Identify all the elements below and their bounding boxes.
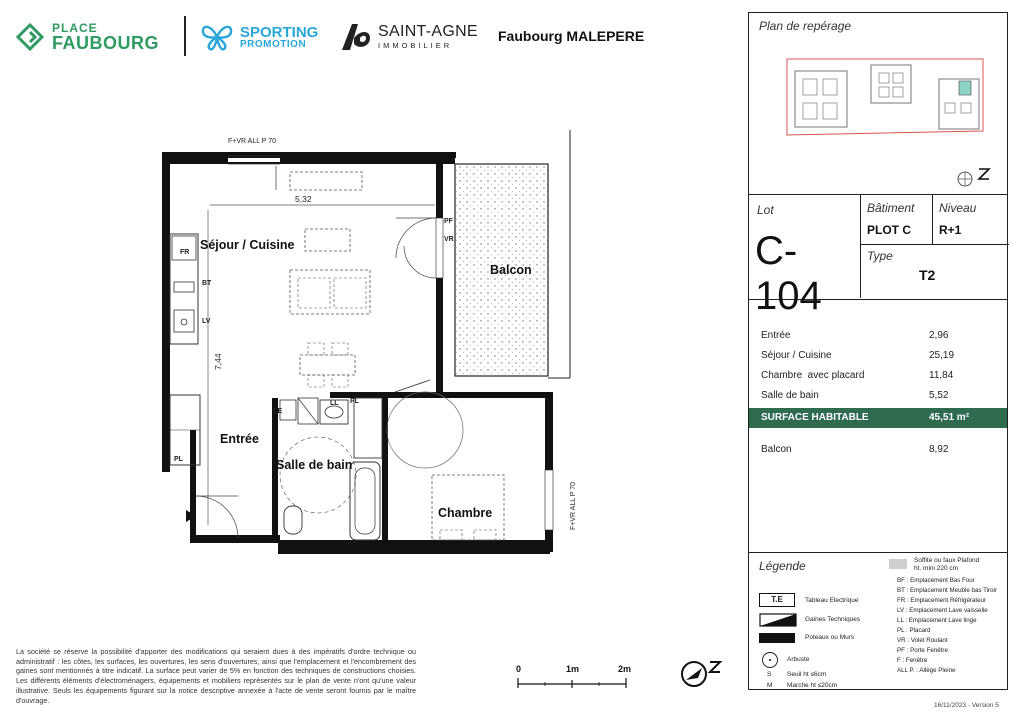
surface-label: Salle de bain: [761, 390, 819, 401]
scale-label-0: 0: [516, 664, 522, 674]
soffite-label-2: ht. mini 220 cm: [914, 565, 959, 572]
surface-value: 11,84: [929, 370, 954, 381]
fixture-lv: LV: [202, 318, 211, 325]
toilet: [284, 506, 302, 534]
type-value: T2: [919, 267, 936, 283]
wall-bottom: [278, 540, 550, 554]
s-legend-label: Seuil ht ≤6cm: [787, 671, 827, 678]
room-label-entree: Entrée: [220, 432, 259, 446]
surface-value: 2,96: [929, 330, 949, 341]
niveau-caption: Niveau: [939, 201, 977, 215]
saint-logo-line2: IMMOBILIER: [378, 41, 453, 51]
location-map-section: [749, 13, 1007, 195]
surface-value: 5,52: [929, 390, 949, 401]
surface-total-value: 45,51 m²: [929, 412, 970, 423]
logo-divider: [184, 16, 186, 56]
version-text: 16/11/2023 - Version 5: [934, 702, 999, 709]
te-legend-label: Tableau Electrique: [805, 597, 859, 604]
window-label-right: F+VR ALL P 70: [570, 481, 577, 530]
wall-bath-partition: [382, 392, 388, 542]
fixture-te: T.E: [272, 408, 283, 415]
legend-code: PF : Porte Fenêtre: [897, 647, 948, 654]
batiment-value: PLOT C: [867, 223, 911, 237]
gaines-legend-label: Gaines Techniques: [805, 616, 861, 623]
project-title: Faubourg MALEPERE: [498, 28, 645, 44]
balcony-door-swing: [396, 218, 436, 258]
bathtub: [350, 462, 380, 540]
balcon-row: [749, 440, 1007, 460]
sporting-promotion-logo: [200, 22, 318, 52]
lot-highlight: [959, 81, 971, 95]
legal-disclaimer: La société se réserve la possibilité d'apporter des modifications qui seraient dues à des impératifs d'ordre technique ou administratif : les côtes, les surfaces, les ouvertures, les sens d'ouvertures, ainsi que l'emplacement et l'encombrement des gaines sont mentionnés à titre indicatif. La surface peut varier de 5% en fonction des techniques de constructions choisies. Les différents éléments d'électroménagers, équipements et mobiliers représentés sur le plan de vente n'ont qu'une valeur illustrative. Seuls les équipements figurant sur la notice descriptive annexée à l'acte de vente seront fournis par le maître d'ouvrage.: [16, 647, 416, 705]
fixture-vr: VR: [444, 236, 454, 243]
legend-code: FR : Emplacement Réfrigérateur: [897, 597, 987, 604]
type-caption: Type: [867, 249, 893, 263]
surface-total-row: [749, 408, 1007, 428]
surface-label: Chambre avec placard: [761, 370, 865, 381]
balcon-value: 8,92: [929, 444, 949, 455]
poteaux-symbol: [759, 633, 795, 643]
placard-bedroom: [354, 398, 382, 458]
surface-value: 25,19: [929, 350, 955, 361]
wall-bedroom-top: [388, 392, 553, 398]
dimension-height: 7,44: [213, 353, 223, 370]
surface-label: Séjour / Cuisine: [761, 350, 832, 361]
legend-code: LL : Emplacement Lave linge: [897, 617, 977, 624]
entry-door-swing: [196, 496, 238, 538]
wall-north: [162, 152, 455, 164]
soffite-swatch: [889, 559, 907, 569]
wall-east-living: [436, 164, 443, 394]
wall-entry-west: [190, 430, 196, 540]
butterfly-logo-icon: [200, 22, 234, 52]
saint-agne-logo: [340, 20, 478, 54]
legend-section: [749, 553, 1007, 689]
room-label-sejour: Séjour / Cuisine: [200, 238, 295, 252]
place-faubourg-logo: [16, 22, 159, 52]
tv-unit: [290, 172, 362, 190]
legend-code: VR : Volet Roulant: [897, 637, 948, 644]
batiment-cell: [861, 195, 933, 245]
type-cell: [861, 245, 1009, 298]
north-arrow-bottom-icon: [678, 658, 724, 688]
sporting-logo-line1: SPORTING: [240, 23, 319, 41]
legend-code: F : Fenêtre: [897, 657, 928, 664]
north-arrow-icon: [955, 163, 995, 189]
dining-table: [300, 355, 355, 375]
dimension-width: 5,32: [295, 194, 312, 204]
saint-agne-mark-icon: [340, 20, 374, 54]
wall-bottom-left: [190, 535, 280, 543]
header-logos: [16, 16, 676, 60]
s-symbol: S: [767, 671, 772, 678]
m-symbol: M: [767, 682, 773, 689]
gaines-symbol-icon: [759, 613, 797, 627]
niveau-value: R+1: [939, 223, 962, 237]
batiment-caption: Bâtiment: [867, 201, 915, 215]
bathroom-turning-circle: [280, 437, 356, 513]
lot-cell: [749, 195, 861, 318]
lot-info-section: [749, 195, 1007, 318]
place-logo-line2: FAUBOURG: [52, 33, 159, 53]
arbuste-legend-label: Arbuste: [787, 656, 810, 663]
soffite-label-1: Soffite ou faux Plafond: [914, 557, 980, 564]
m-legend-label: Marche ht ≤20cm: [787, 682, 838, 689]
room-label-sdb: Salle de bain: [276, 458, 353, 472]
floor-plan: [150, 130, 600, 600]
fixture-pf: PF: [444, 218, 453, 225]
surfaces-section: [749, 300, 1007, 553]
legend-code: ALL P. : Allège Pleine: [897, 667, 956, 674]
balcon-label: Balcon: [761, 444, 792, 455]
wall-balcony: [436, 152, 456, 158]
fixture-pl-entry: PL: [174, 456, 183, 463]
window-label-top: F+VR ALL P 70: [228, 138, 277, 145]
sporting-logo-line2: PROMOTION: [240, 38, 307, 50]
legend-code: LV : Emplacement Lave vaisselle: [897, 607, 988, 614]
te-symbol: T.E: [759, 593, 795, 607]
scale-bar: [514, 664, 634, 694]
coffee-table: [305, 229, 350, 251]
arbuste-symbol-icon: [761, 651, 779, 669]
legend-title: Légende: [759, 559, 806, 573]
legend-code: PL : Placard: [897, 627, 931, 634]
surface-row: [749, 346, 1007, 366]
surface-label: Entrée: [761, 330, 791, 341]
fixture-fr: FR: [180, 249, 190, 256]
niveau-cell: [933, 195, 1009, 245]
legend-code: BT : Emplacement Meuble bas Tiroir: [897, 587, 997, 594]
surface-row: [749, 326, 1007, 346]
info-panel: [748, 12, 1008, 690]
map-title: Plan de repérage: [759, 19, 852, 33]
surface-total-label: SURFACE HABITABLE: [761, 412, 869, 423]
legend-code: BF : Emplacement Bas Four: [897, 577, 975, 584]
fixture-bt: BT: [202, 280, 212, 287]
scale-label-2: 2m: [618, 664, 632, 674]
wall-west: [162, 152, 170, 472]
room-label-balcon: Balcon: [490, 263, 532, 277]
saint-logo-line1: SAINT-AGNE: [378, 23, 478, 41]
surface-row: [749, 386, 1007, 406]
poteaux-legend-label: Poteaux ou Murs: [805, 634, 855, 641]
surface-row: [749, 366, 1007, 386]
fixture-pl-bedroom: PL: [350, 398, 359, 405]
place-logo-line1: PLACE: [52, 21, 98, 35]
lot-caption: Lot: [757, 203, 774, 217]
bedroom-turning-circle: [387, 392, 463, 468]
room-label-chambre: Chambre: [438, 506, 493, 520]
fixture-ll: LL: [330, 400, 339, 407]
diamond-logo-icon: [16, 23, 44, 51]
scale-ruler: [514, 678, 634, 692]
lot-number: C-104: [755, 229, 822, 318]
scale-label-1: 1m: [566, 664, 580, 674]
